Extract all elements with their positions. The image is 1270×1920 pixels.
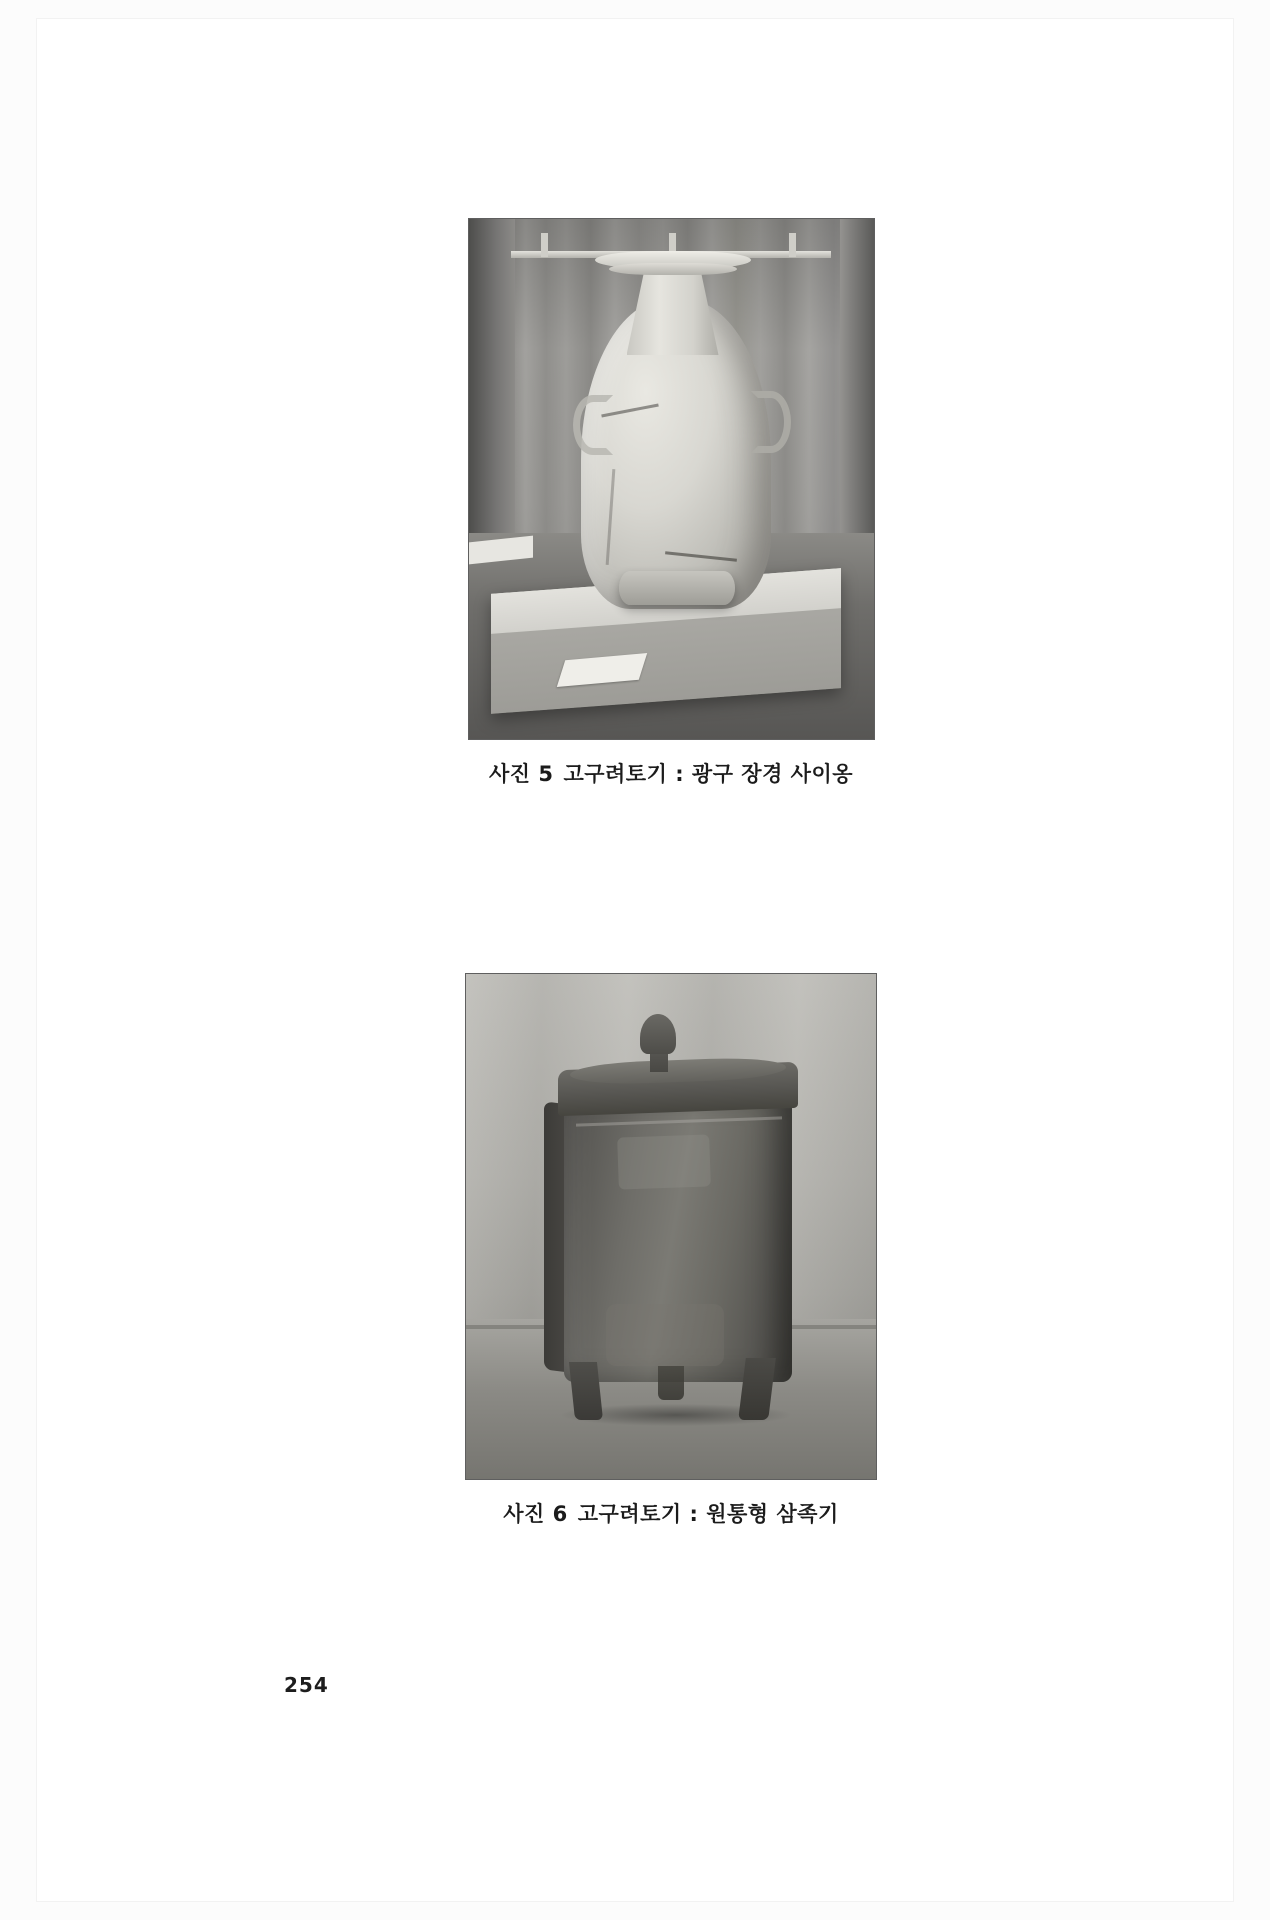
jar-rim-inner [609,263,737,275]
vessel-surface-patch-lower [606,1304,724,1366]
figure-block-5 [36,218,1270,788]
vessel-leg-left [569,1362,603,1420]
figure-caption-text-6: 고구려토기 : 원통형 삼족기 [577,1502,839,1526]
vessel-knob [640,1014,676,1054]
photo-goguryeo-tripod-vessel [465,973,877,1480]
jar-foot [619,571,735,605]
jar-handle-left [573,395,613,455]
photo-goguryeo-jar [468,218,875,740]
figure-block-6 [36,973,1270,1528]
jar-handle-right [751,391,791,453]
rod-hanger-right [789,233,796,257]
figure-caption-5 [489,758,853,788]
figure-caption-label-5: 사진 5 [488,762,554,786]
figure-caption-text-5: 고구려토기 : 광구 장경 사이옹 [563,762,854,786]
figure-caption-label-6: 사진 6 [503,1502,568,1526]
page-number: 254 [284,1673,329,1697]
vessel-leg-middle [658,1366,684,1400]
vessel-surface-patch-upper [617,1134,711,1189]
rod-hanger-left [541,233,548,257]
figure-caption-6 [503,1498,838,1528]
page-content-area [36,18,1234,1902]
